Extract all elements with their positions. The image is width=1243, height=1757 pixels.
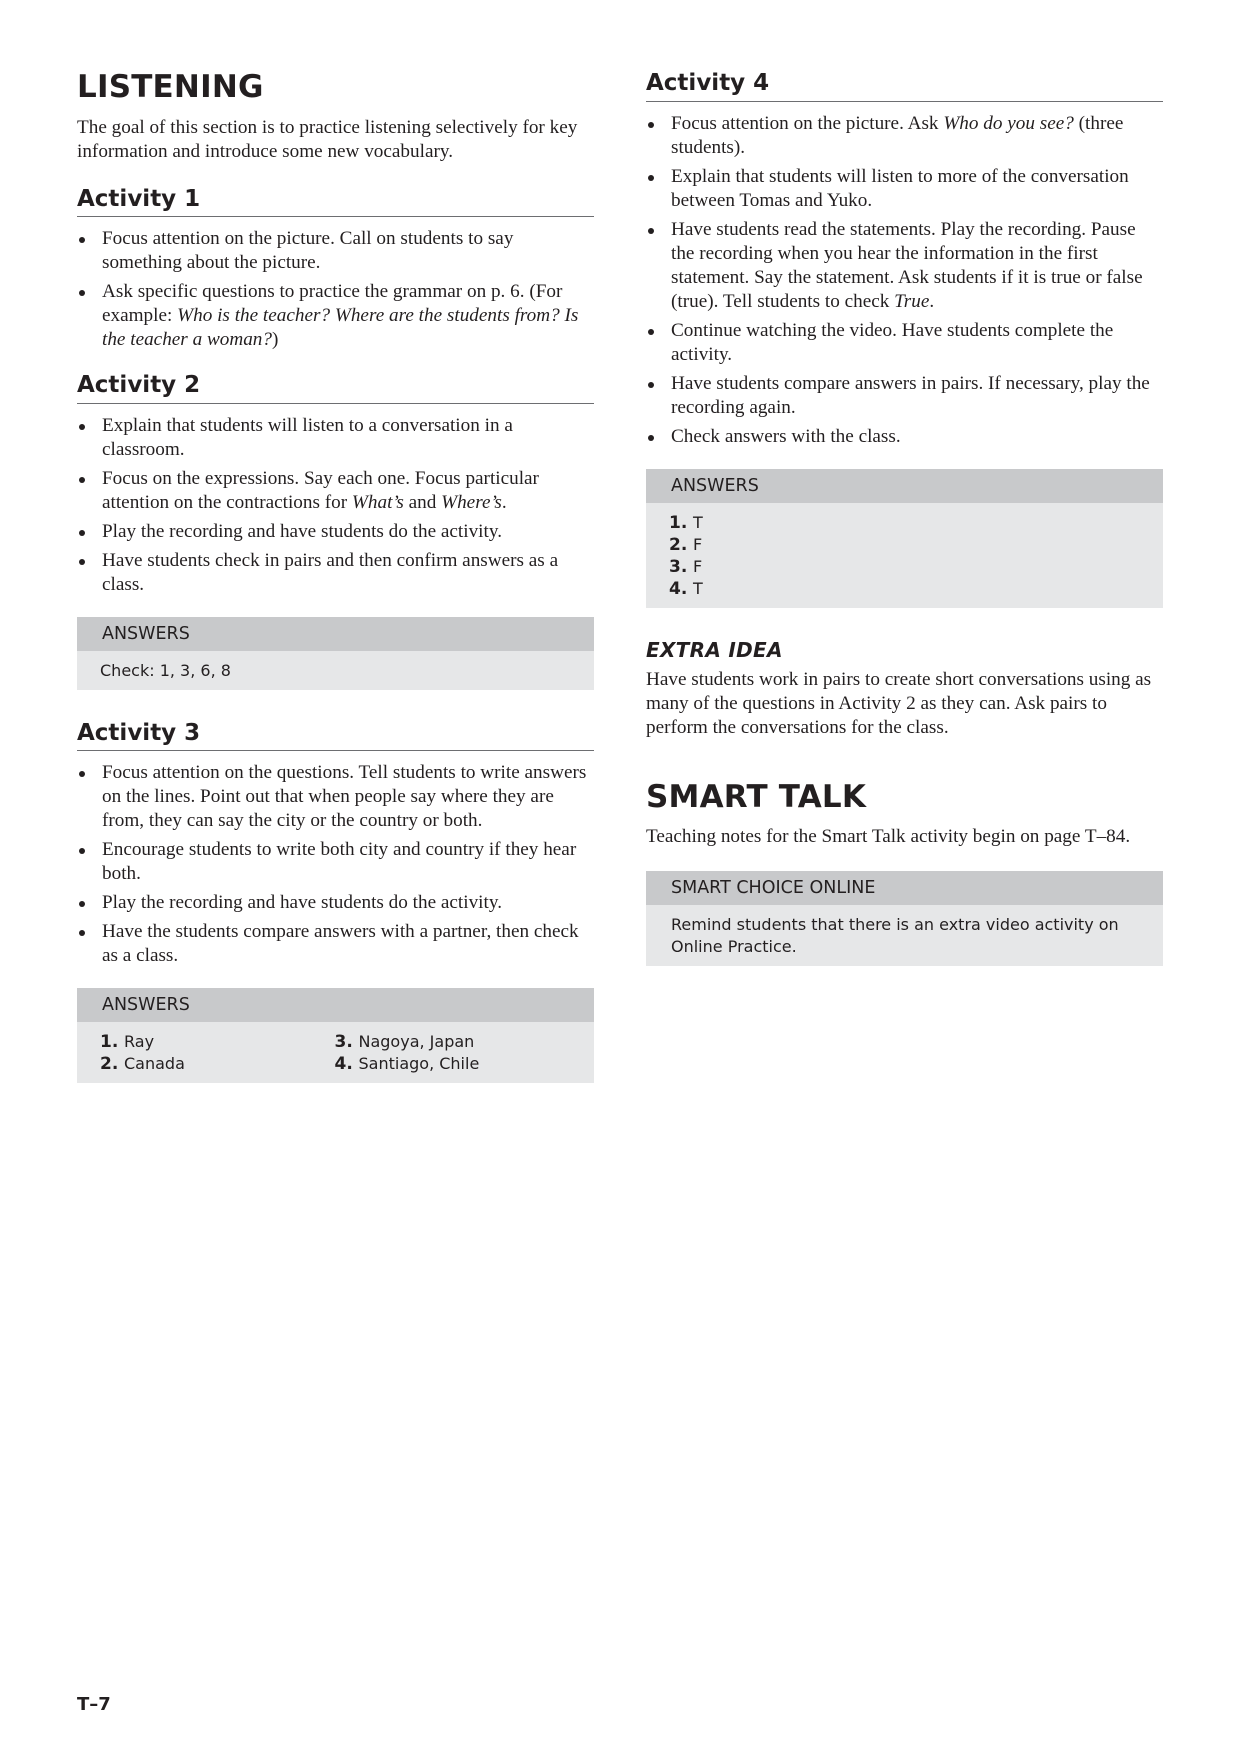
list-item: Focus attention on the picture. Call on students to say something about the picture. [77,227,594,275]
answer-row: 2. F [669,534,703,555]
answer-row: 4. T [669,578,703,599]
answer-row: 3. Nagoya, Japan [334,1032,475,1053]
listening-intro: The goal of this section is to practice listening selectively for key information and introduce some new vocabulary. [77,116,578,162]
activity-3-title: Activity 3 [77,720,594,752]
answer-row: 4. Santiago, Chile [334,1054,480,1075]
answers-body [646,503,1163,608]
list-item: Focus attention on the questions. Tell students to write answers on the lines. Point out that when people say where they are from, they can say the city or the country or both. [77,761,594,833]
list-item: Focus on the expressions. Say each one. Focus particular attention on the contractions for What’s and Where’s. [77,467,594,515]
list-item: Have students read the statements. Play the recording. Pause the recording when you hear the information in the first statement. Say the statement. Ask students if it is true or false (true). Tell students to check True. [646,218,1163,314]
activity-2-answers-box [77,617,594,690]
extra-idea-text: Have students work in pairs to create short conversations using as many of the questions in Activity 2 as they can. Ask pairs to perform the conversations for the class. [646,668,1152,738]
extra-idea-title: EXTRA IDEA [646,637,783,662]
left-column [77,60,594,1113]
answers-header: ANSWERS [646,469,1163,503]
answers-header: ANSWERS [77,617,594,651]
smart-choice-online-box [646,871,1163,966]
list-item: Check answers with the class. [646,425,1163,449]
smart-choice-header: SMART CHOICE ONLINE [646,871,1163,905]
list-item: Have students compare answers in pairs. If necessary, play the recording again. [646,372,1163,420]
smart-talk-title: SMART TALK [646,778,867,815]
activity-2-title: Activity 2 [77,372,594,404]
activity-2-list [77,414,594,597]
page-number: T–7 [77,1694,111,1715]
activity-3-list [77,761,594,968]
answer-row: 3. F [669,556,703,577]
list-item: Continue watching the video. Have students complete the activity. [646,319,1163,367]
activity-3-answers-box [77,988,594,1083]
listening-title: LISTENING [77,69,264,105]
list-item: Explain that students will listen to more of the conversation between Tomas and Yuko. [646,165,1163,213]
smart-talk-text: Teaching notes for the Smart Talk activity begin on page T–84. [646,826,1131,848]
activity-4-list [646,112,1163,449]
activity-1-title: Activity 1 [77,186,594,218]
answer-row: 1. T [669,512,703,533]
list-item: Play the recording and have students do the activity. [77,891,594,915]
answers-body [77,1022,594,1083]
answers-header: ANSWERS [77,988,594,1022]
activity-4-title: Activity 4 [646,70,1163,102]
smart-choice-text: Remind students that there is an extra video activity on Online Practice. [646,905,1163,966]
answers-text: Check: 1, 3, 6, 8 [77,651,594,690]
list-item: Focus attention on the picture. Ask Who do you see? (three students). [646,112,1163,160]
list-item: Ask specific questions to practice the grammar on p. 6. (For example: Who is the teacher? Where are the students from? Is the teacher a woman?) [77,280,594,352]
activity-4-answers-box [646,469,1163,608]
activity-1-list [77,227,594,352]
answer-row: 2. Canada [100,1054,185,1075]
answer-row: 1. Ray [100,1032,155,1053]
list-item: Encourage students to write both city and country if they hear both. [77,838,594,886]
list-item: Explain that students will listen to a conversation in a classroom. [77,414,594,462]
list-item: Have the students compare answers with a partner, then check as a class. [77,920,594,968]
right-column [646,60,1163,996]
list-item: Play the recording and have students do the activity. [77,520,594,544]
list-item: Have students check in pairs and then confirm answers as a class. [77,549,594,597]
